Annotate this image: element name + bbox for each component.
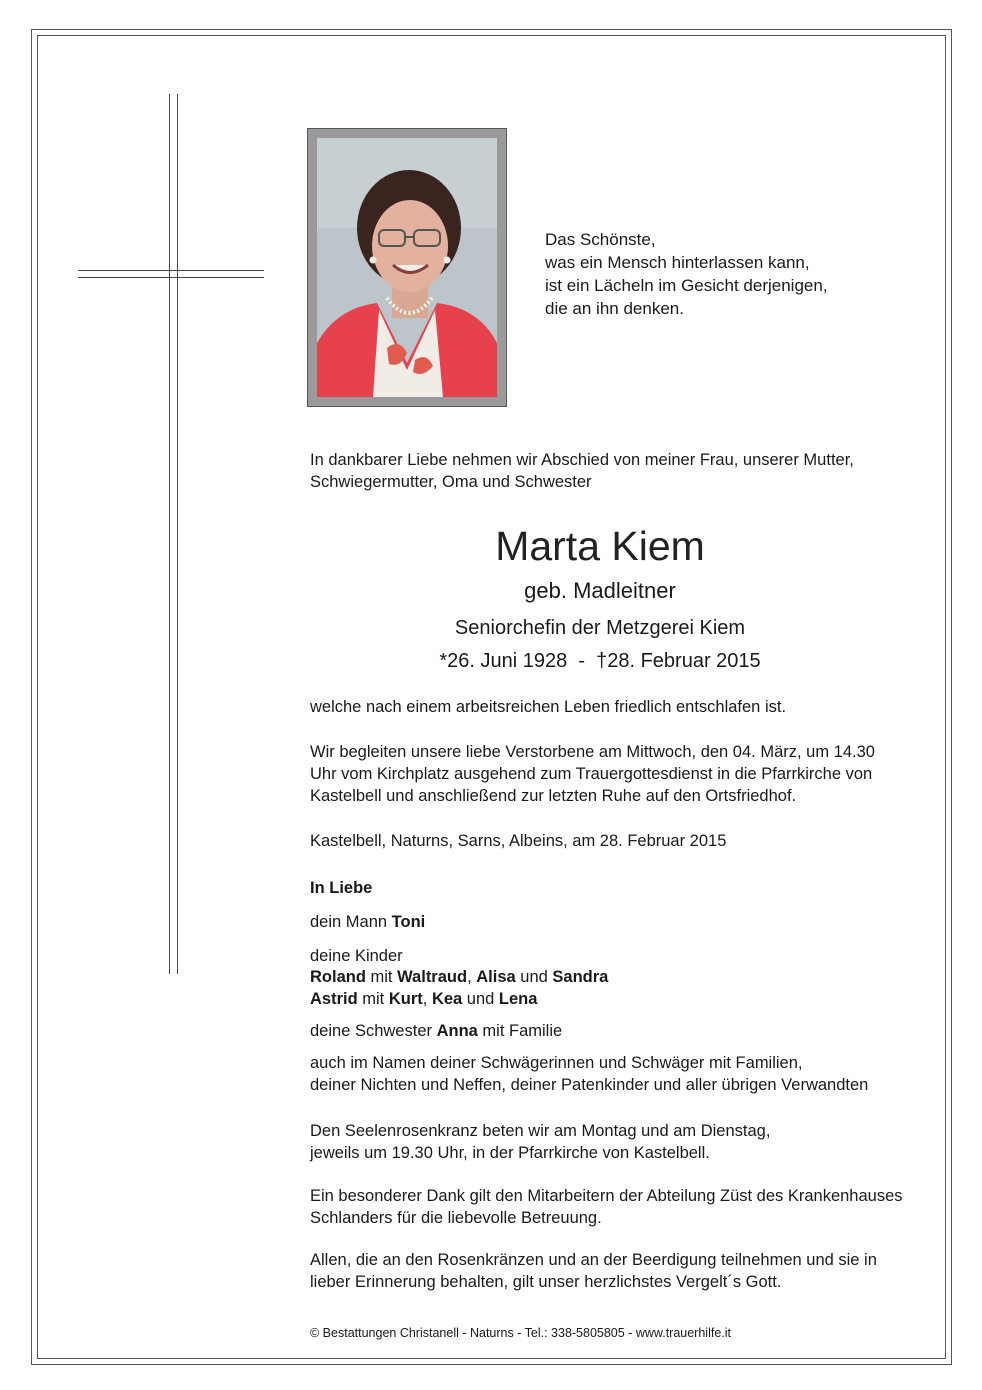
footer-credit: © Bestattungen Christanell - Naturns - Tel.: 338-5805805 - www.trauerhilfe.it [310,1326,731,1340]
life-dates: *26. Juni 1928 - †28. Februar 2015 [439,650,761,672]
memorial-quote: Das Schönste, was ein Mensch hinterlassen kann, ist ein Lächeln im Gesicht derjenigen, die an ihn denken. [545,230,828,318]
husband-line: dein Mann Toni [310,913,426,931]
deceased-role: Seniorchefin der Metzgerei Kiem [454,617,746,639]
relatives-text: auch im Namen deiner Schwägerinnen und Schwäger mit Familien, deiner Nichten und Neffen, deiner Patenkinder und aller übrigen Verwandten [310,1054,869,1094]
passing-text: welche nach einem arbeitsreichen Leben friedlich entschlafen ist. [310,698,787,716]
birth-name: geb. Madleitner [524,578,676,603]
thanks-text: Ein besonderer Dank gilt den Mitarbeitern der Abteilung Züst des Krankenhauses Schlanders für die liebevolle Betreuung. [310,1187,903,1227]
intro-text: In dankbarer Liebe nehmen wir Abschied von meiner Frau, unserer Mutter, Schwiegermutter, Oma und Schwester [310,451,854,491]
place-date: Kastelbell, Naturns, Sarns, Albeins, am 28. Februar 2015 [310,832,727,850]
child-line-roland: Roland mit Waltraud, Alisa und Sandra [310,968,609,986]
portrait-image [317,138,497,397]
children-label: deine Kinder [310,947,403,965]
rosary-text: Den Seelenrosenkranz beten wir am Montag und am Dienstag, jeweils um 19.30 Uhr, in der Pfarrkirche von Kastelbell. [310,1122,771,1162]
funeral-text: Wir begleiten unsere liebe Verstorbene am Mittwoch, den 04. März, um 14.30 Uhr vom Kirchplatz ausgehend zum Trauergottesdienst in die Pfarrkirche von Kastelbell und anschließend zur letzten Ruhe auf den Ortsfriedhof. [310,743,875,805]
family-heading: In Liebe [310,879,373,897]
sister-line: deine Schwester Anna mit Familie [310,1022,563,1040]
deceased-name: Marta Kiem [495,523,705,569]
portrait-photo [307,128,507,407]
closing-text: Allen, die an den Rosenkränzen und an der Beerdigung teilnehmen und sie in lieber Erinnerung behalten, gilt unser herzlichstes Vergelt´s Gott. [310,1251,877,1291]
child-line-astrid: Astrid mit Kurt, Kea und Lena [310,990,538,1008]
